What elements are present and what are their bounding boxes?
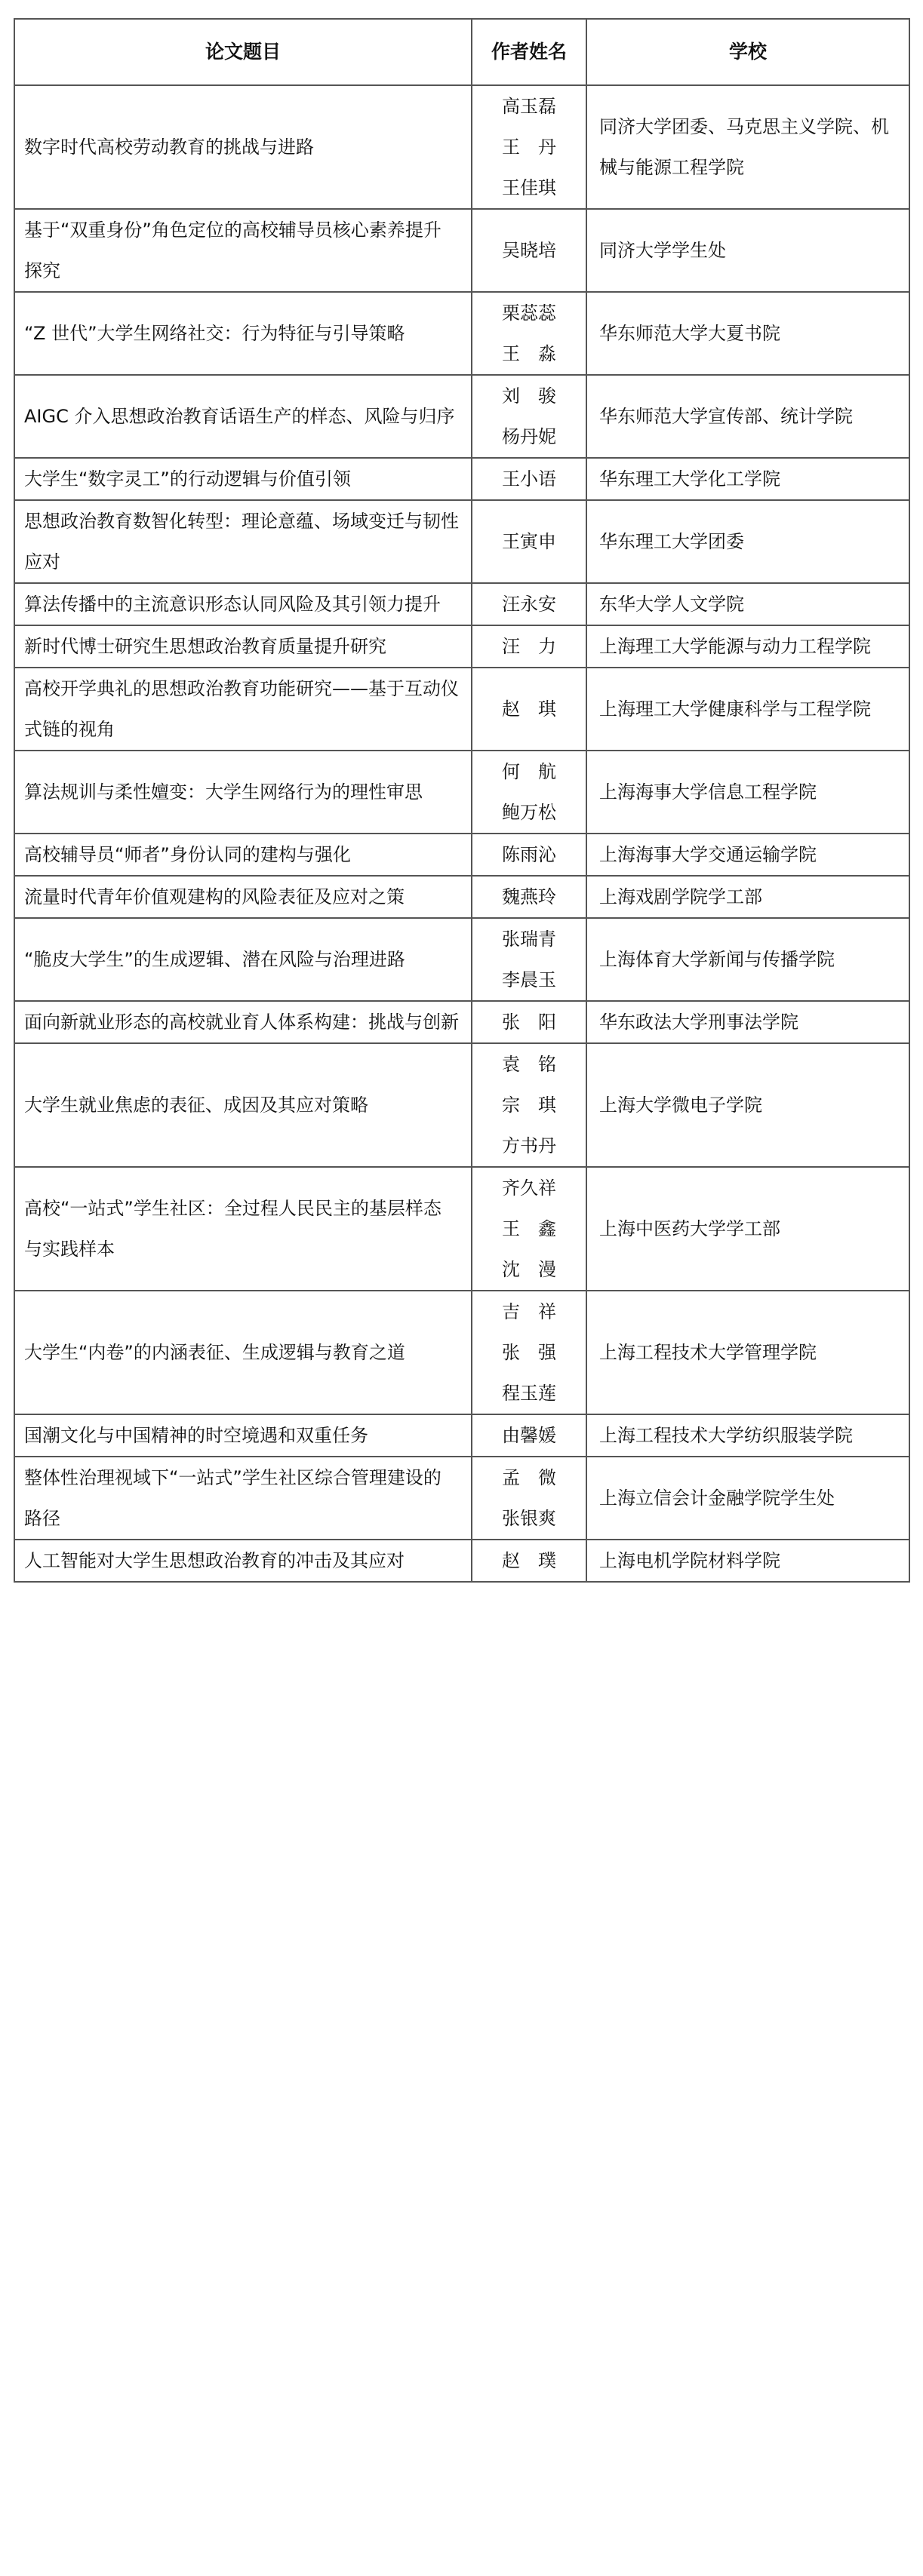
author-names [472,1167,586,1291]
table-row [14,1167,909,1291]
table-header-row [14,19,909,85]
school-name: 上海中医药大学学工部 [586,1167,909,1291]
author-name: 程玉莲 [502,1383,556,1404]
paper-title: 国潮文化与中国精神的时空境遇和双重任务 [14,1414,472,1457]
school-name: 上海大学微电子学院 [586,1043,909,1167]
table-row [14,292,909,375]
school-name: 上海电机学院材料学院 [586,1540,909,1582]
paper-title: 面向新就业形态的高校就业育人体系构建：挑战与创新 [14,1001,472,1043]
school-name: 上海工程技术大学管理学院 [586,1291,909,1414]
table-row [14,500,909,583]
table-row [14,458,909,500]
author-names [472,1457,586,1540]
author-names [472,751,586,834]
author-name: 齐久祥 [502,1177,556,1199]
school-name: 华东理工大学化工学院 [586,458,909,500]
school-name: 华东师范大学大夏书院 [586,292,909,375]
header-school: 学校 [586,19,909,85]
author-name: 吉 祥 [502,1301,556,1322]
table-row [14,1001,909,1043]
paper-title: 大学生“数字灵工”的行动逻辑与价值引领 [14,458,472,500]
papers-table [14,18,910,1583]
school-name: 上海工程技术大学纺织服装学院 [586,1414,909,1457]
table-row [14,1291,909,1414]
author-name: 孟 微 [502,1467,556,1488]
author-names [472,668,586,751]
author-name: 张 阳 [502,1012,556,1033]
paper-title: 人工智能对大学生思想政治教育的冲击及其应对 [14,1540,472,1582]
header-title: 论文题目 [14,19,472,85]
school-name: 上海理工大学健康科学与工程学院 [586,668,909,751]
author-names [472,458,586,500]
author-name: 王寅申 [502,531,556,552]
author-name: 赵 琪 [502,698,556,720]
header-author: 作者姓名 [472,19,586,85]
author-name: 汪 力 [502,636,556,657]
table-row [14,625,909,668]
author-names [472,918,586,1001]
paper-title: “脆皮大学生”的生成逻辑、潜在风险与治理进路 [14,918,472,1001]
author-names [472,375,586,458]
author-names [472,1291,586,1414]
school-name: 上海戏剧学院学工部 [586,876,909,918]
paper-title: 新时代博士研究生思想政治教育质量提升研究 [14,625,472,668]
table-row [14,583,909,625]
table-row [14,1414,909,1457]
author-name: 魏燕玲 [502,886,556,907]
table-row [14,1043,909,1167]
author-name: 王小语 [502,468,556,490]
author-name: 刘 骏 [502,385,556,407]
paper-title: 数字时代高校劳动教育的挑战与进路 [14,85,472,209]
author-name: 方书丹 [502,1135,556,1156]
paper-title: 基于“双重身份”角色定位的高校辅导员核心素养提升探究 [14,209,472,292]
table-row [14,918,909,1001]
paper-title: 高校辅导员“师者”身份认同的建构与强化 [14,834,472,876]
paper-title: 大学生就业焦虑的表征、成因及其应对策略 [14,1043,472,1167]
author-names [472,85,586,209]
table-body [14,85,909,1582]
author-names [472,292,586,375]
author-name: 栗蕊蕊 [502,302,556,324]
paper-title: 高校“一站式”学生社区：全过程人民民主的基层样态与实践样本 [14,1167,472,1291]
school-name: 上海立信会计金融学院学生处 [586,1457,909,1540]
table-row [14,1540,909,1582]
author-name: 李晨玉 [502,969,556,990]
author-name: 宗 琪 [502,1095,556,1116]
school-name: 华东师范大学宣传部、统计学院 [586,375,909,458]
school-name: 同济大学学生处 [586,209,909,292]
table-row [14,1457,909,1540]
paper-title: 思想政治教育数智化转型：理论意蕴、场域变迁与韧性应对 [14,500,472,583]
paper-title: 大学生“内卷”的内涵表征、生成逻辑与教育之道 [14,1291,472,1414]
author-names [472,583,586,625]
table-row [14,668,909,751]
author-name: 吴晓培 [502,240,556,261]
table-row [14,209,909,292]
table-row [14,751,909,834]
author-name: 何 航 [502,761,556,782]
author-names [472,1001,586,1043]
author-name: 杨丹妮 [502,426,556,447]
school-name: 上海海事大学信息工程学院 [586,751,909,834]
paper-title: “Z 世代”大学生网络社交：行为特征与引导策略 [14,292,472,375]
author-names [472,209,586,292]
paper-title: 整体性治理视域下“一站式”学生社区综合管理建设的路径 [14,1457,472,1540]
author-name: 鲍万松 [502,802,556,823]
paper-title: 高校开学典礼的思想政治教育功能研究——基于互动仪式链的视角 [14,668,472,751]
author-name: 陈雨沁 [502,844,556,865]
author-names [472,834,586,876]
author-name: 王 丹 [502,137,556,158]
author-name: 王佳琪 [502,177,556,198]
author-names [472,876,586,918]
paper-title: AIGC 介入思想政治教育话语生产的样态、风险与归序 [14,375,472,458]
author-names [472,1043,586,1167]
author-name: 赵 璞 [502,1550,556,1571]
author-name: 张瑞青 [502,929,556,950]
author-name: 由馨媛 [502,1425,556,1446]
author-name: 沈 漫 [502,1259,556,1280]
author-name: 高玉磊 [502,96,556,117]
table-row [14,876,909,918]
school-name: 上海体育大学新闻与传播学院 [586,918,909,1001]
author-name: 汪永安 [502,594,556,615]
author-names [472,500,586,583]
school-name: 华东政法大学刑事法学院 [586,1001,909,1043]
author-names [472,1540,586,1582]
table-row [14,834,909,876]
school-name: 上海理工大学能源与动力工程学院 [586,625,909,668]
paper-title: 流量时代青年价值观建构的风险表征及应对之策 [14,876,472,918]
table-row [14,375,909,458]
paper-title: 算法传播中的主流意识形态认同风险及其引领力提升 [14,583,472,625]
author-names [472,1414,586,1457]
author-names [472,625,586,668]
author-name: 王 淼 [502,343,556,364]
school-name: 华东理工大学团委 [586,500,909,583]
school-name: 同济大学团委、马克思主义学院、机械与能源工程学院 [586,85,909,209]
table-row [14,85,909,209]
author-name: 王 鑫 [502,1218,556,1239]
paper-title: 算法规训与柔性嬗变：大学生网络行为的理性审思 [14,751,472,834]
author-name: 袁 铭 [502,1054,556,1075]
author-name: 张 强 [502,1342,556,1363]
school-name: 东华大学人文学院 [586,583,909,625]
school-name: 上海海事大学交通运输学院 [586,834,909,876]
author-name: 张银爽 [502,1508,556,1529]
